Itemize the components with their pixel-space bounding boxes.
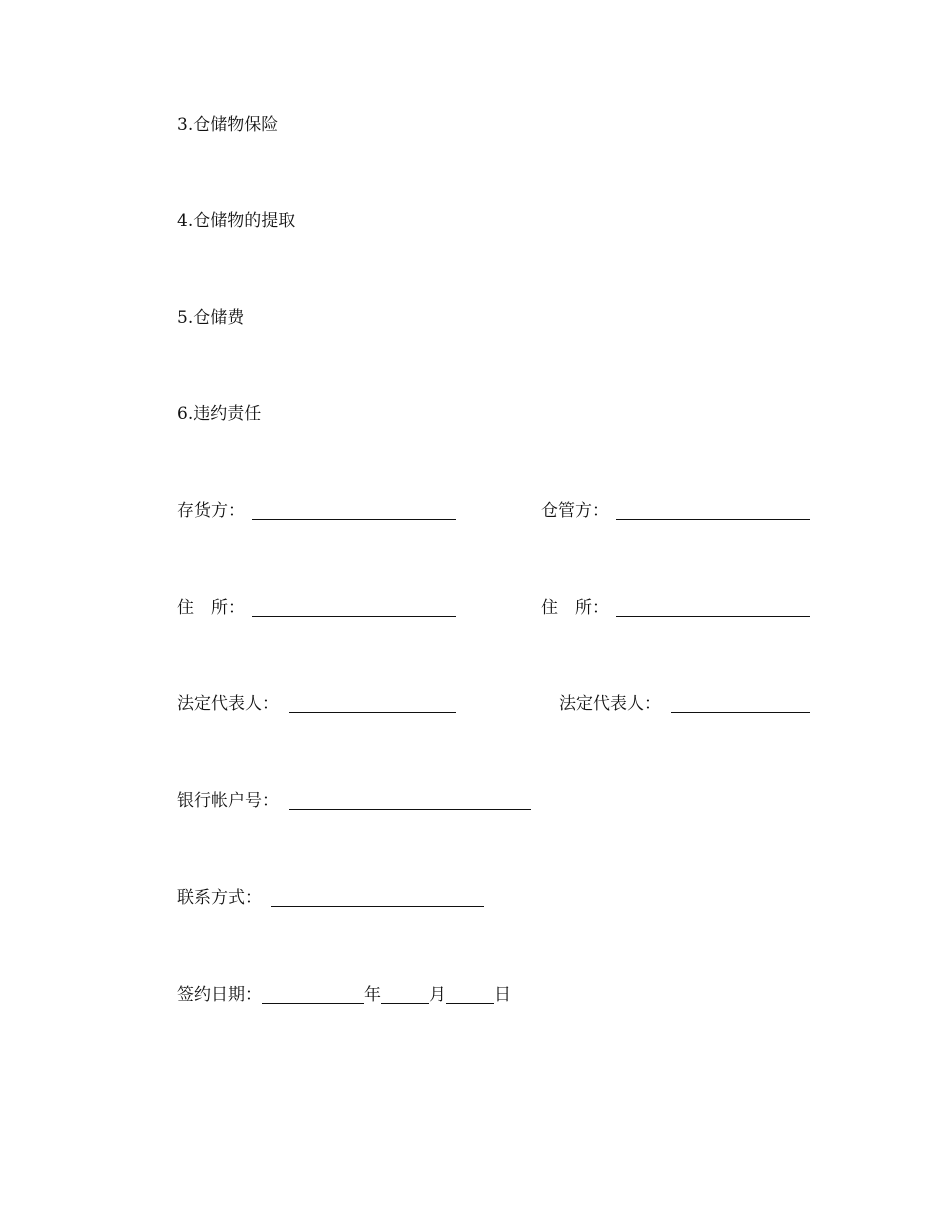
month-unit: 月 (429, 985, 446, 1005)
year-unit: 年 (364, 985, 381, 1005)
warehouse-keeper-address-field (541, 596, 821, 620)
depositor-legal-rep-label: 法定代表人： (177, 694, 279, 714)
warehouse-keeper-address-label: 住 所： (541, 598, 609, 618)
bank-account-field (177, 789, 547, 813)
signing-date-field (177, 983, 511, 1007)
bank-account-label: 银行帐户号： (177, 791, 279, 811)
contact-label: 联系方式： (177, 888, 262, 908)
warehouse-keeper-label: 仓管方： (541, 501, 609, 521)
depositor-address-field (177, 596, 467, 620)
contact-field (177, 886, 497, 910)
day-blank-line[interactable] (446, 983, 494, 1004)
depositor-field (177, 499, 467, 523)
section-heading-breach-liability: 6.违约责任 (177, 404, 262, 424)
section-heading-insurance: 3.仓储物保险 (177, 115, 279, 135)
depositor-address-label: 住 所： (177, 598, 245, 618)
signing-date-label: 签约日期： (177, 985, 262, 1005)
warehouse-keeper-blank-line[interactable] (616, 499, 810, 520)
section-heading-withdrawal: 4.仓储物的提取 (177, 211, 296, 231)
year-blank-line[interactable] (262, 983, 364, 1004)
depositor-address-blank-line[interactable] (252, 596, 456, 617)
section-heading-storage-fee: 5.仓储费 (177, 308, 245, 328)
warehouse-keeper-legal-rep-blank-line[interactable] (671, 692, 810, 713)
warehouse-keeper-field (541, 499, 821, 523)
warehouse-keeper-legal-rep-label: 法定代表人： (559, 694, 661, 714)
contact-blank-line[interactable] (271, 886, 484, 907)
warehouse-keeper-address-blank-line[interactable] (616, 596, 810, 617)
bank-account-blank-line[interactable] (289, 789, 531, 810)
depositor-label: 存货方： (177, 501, 245, 521)
month-blank-line[interactable] (381, 983, 429, 1004)
depositor-blank-line[interactable] (252, 499, 456, 520)
depositor-legal-rep-blank-line[interactable] (289, 692, 456, 713)
day-unit: 日 (494, 985, 511, 1005)
depositor-legal-rep-field (177, 692, 467, 716)
warehouse-keeper-legal-rep-field (559, 692, 821, 716)
